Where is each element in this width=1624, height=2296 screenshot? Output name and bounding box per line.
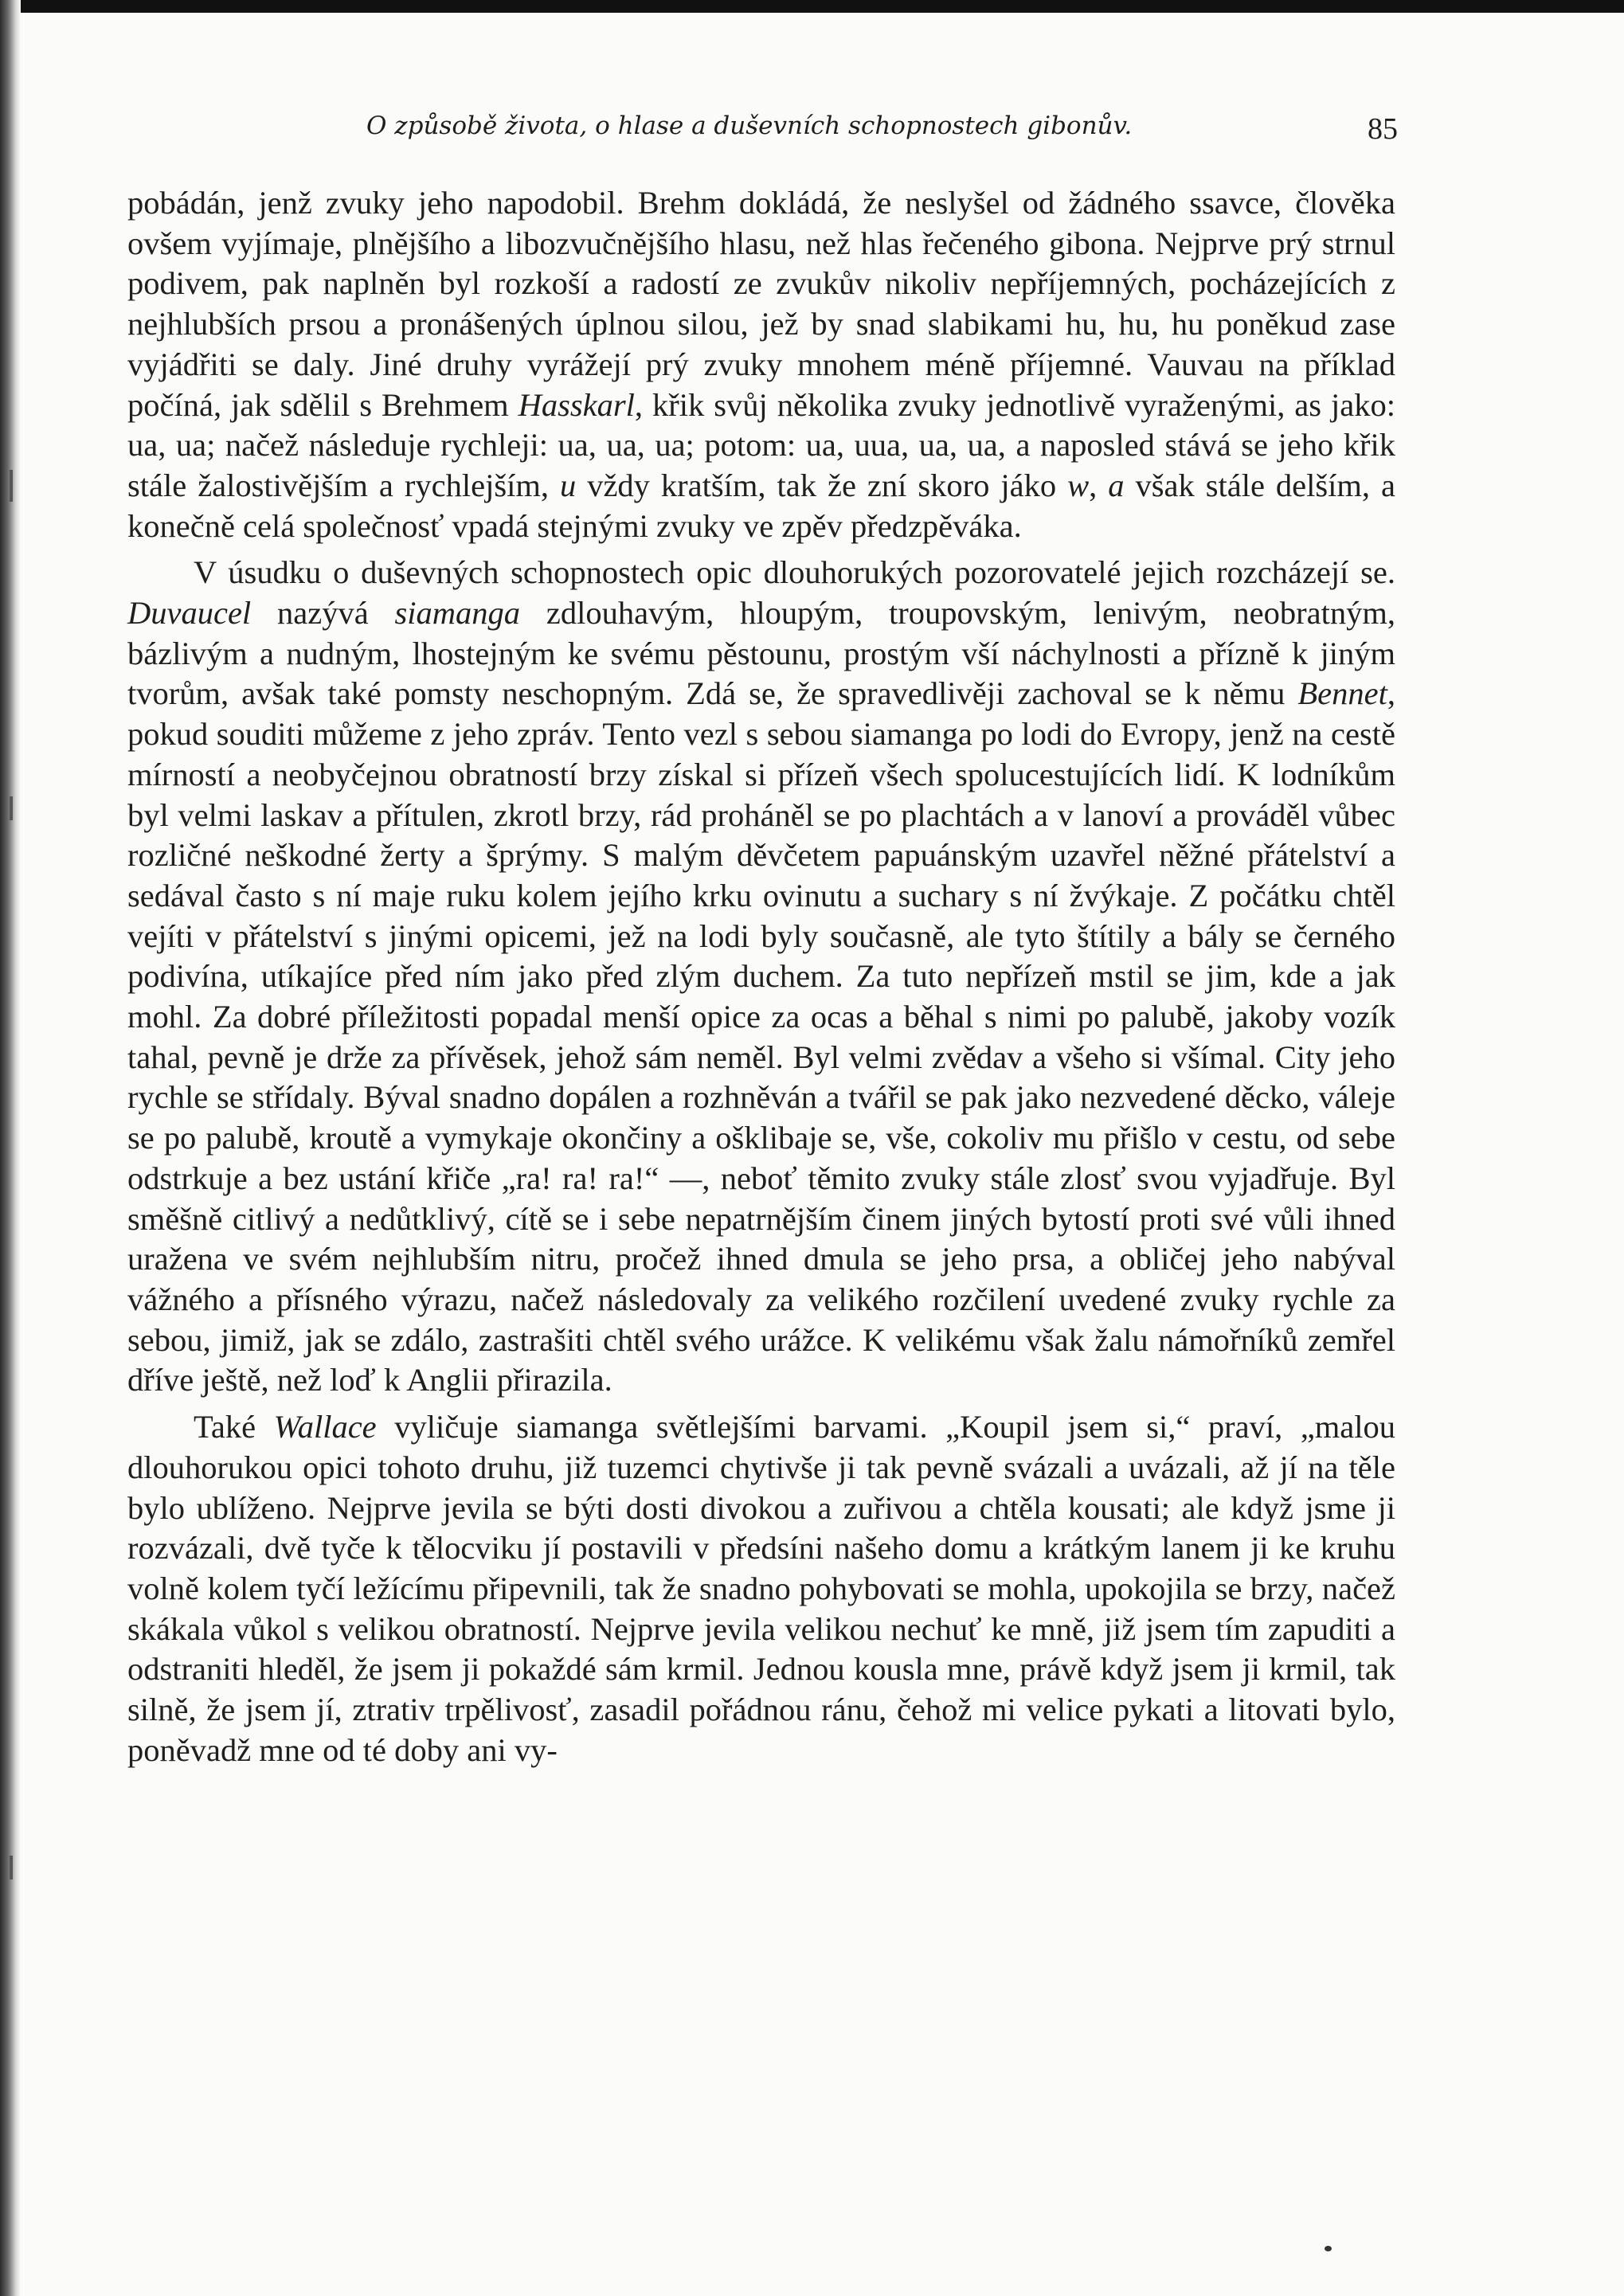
- text-run: V úsudku o duševných schopnostech opic dlouhorukých pozorovatelé jejich rozcházejí se.: [194, 554, 1395, 591]
- italic-term: a: [1108, 467, 1125, 503]
- text-run: zdlouhavým, hloupým, troupovským, lenivým, neobratným, bázlivým a nudným, lhostejným ke svému pěstounu, prostým vší náchylnosti a přízně k jiným tvorům, avšak také pomsty neschopným. Zdá se, že spravedlivěji zachoval se k němu: [127, 595, 1395, 712]
- text-run: však stále delším, a konečně celá společnosť vpadá stejnými zvuky ve zpěv předzpěváka.: [127, 467, 1395, 544]
- italic-term: Hasskarl: [518, 386, 635, 423]
- text-run: pobádán, jenž zvuky jeho napodobil. Brehm dokládá, že neslyšel od žádného ssavce, člověka ovšem vyjímaje, plnějšího a libozvučnějšího hlasu, než hlas řečeného gibona. Nejprve prý strnul podivem, pak naplněn byl rozkoší a radostí ze zvukův nikoliv nepříjemných, pocházejících z nejhlubších prsou a pronášených úplnou silou, jež by snad slabikami hu, hu, hu poněkud zase vyjádřiti se daly. Jiné druhy vyrážejí prý zvuky mnohem méně příjemné. Vauvau na příklad počíná, jak sdělil s Brehmem: [127, 185, 1395, 423]
- ink-speck: [1325, 2246, 1332, 2251]
- edge-mark: [10, 470, 13, 502]
- paragraph: [127, 553, 1395, 1401]
- page-header: [127, 111, 1398, 159]
- text-run: nazývá: [251, 595, 395, 632]
- italic-term: w: [1067, 467, 1090, 503]
- italic-term: siamanga: [394, 595, 521, 632]
- text-run: , pokud souditi můžeme z jeho zpráv. Tento vezl s sebou siamanga po lodi do Evropy, jenž na cestě mírností a neobyčejnou obratností brzy získal si přízeň všech spolucestujících lidí. K lodníkům byl velmi laskav a přítulen, zkrotl brzy, rád proháněl se po plachtách a v lanoví a prováděl vůbec rozličné neškodné žerty a šprýmy. S malým děvčetem papuánským uzavřel něžné přátelství a sedával často s ní maje ruku kolem jejího krku ovinutu a suchary s ní žvýkaje. Z počátku chtěl vejíti v přátelství s jinými opicemi, jež na lodi byly současně, ale tyto štítily a bály se černého podivína, utíkajíce před ním jako před zlým duchem. Za tuto nepřízeň mstil se jim, kde a jak mohl. Za dobré příležitosti popadal menší opice za ocas a běhal s nimi po palubě, jakoby vozík tahal, pevně je drže za přívěsek, jehož sám neměl. Byl velmi zvědav a všeho si všímal. City jeho rychle se střídaly. Býval snadno dopálen a rozhněván a tvářil se pak jako nezvedené děcko, váleje se po palubě, kroutě a vymykaje okončiny a ošklibaje se, vše, cokoliv mu přišlo v cestu, od sebe odstrkuje a bez ustání křiče „ra! ra! ra!“ —, neboť těmito zvuky stále zlosť svou vyjadřuje. Byl směšně citlivý a nedůtklivý, cítě se i sebe nepatrnějším činem jiných bytostí proti své vůli ihned uražena ve svém nejhlubším nitru, pročež ihned dmula se jeho prsa, a obličej jeho nabýval vážného a přísného výrazu, načež následovaly za velikého rozčilení uvedené zvuky rychle za sebou, jimiž, jak se zdálo, zastrašiti chtěl svého urážce. K velikému však žalu námořníků zemřel dříve ještě, než loď k Anglii přirazila.: [127, 675, 1395, 1398]
- italic-term: Duvaucel: [127, 595, 252, 632]
- page-number: 85: [1368, 112, 1398, 146]
- scan-top-border: [0, 0, 1624, 13]
- body-text: [127, 183, 1395, 1770]
- running-title: O způsobě života, o hlase a duševních schopnostech gibonův.: [366, 111, 1133, 140]
- edge-mark: [10, 1856, 13, 1879]
- italic-term: Bennet: [1297, 675, 1387, 712]
- paragraph: [127, 183, 1395, 546]
- paragraph: [127, 1407, 1395, 1770]
- text-run: , křik svůj několika zvuky jednotlivě vyraženými, as jako: ua, ua; načež následuje rychleji: ua, ua, ua; potom: ua, uua, ua, ua, a naposled stává se jeho křik stále žalostivějším a rychlejším,: [127, 386, 1396, 503]
- text-run: vyličuje siamanga světlejšími barvami. „Koupil jsem si,“ praví, „malou dlouhorukou opici tohoto druhu, již tuzemci chytivše ji tak pevně svázali a uvázali, až jí na těle bylo ublíženo. Nejprve jevila se býti dosti divokou a zuřivou a chtěla kousati; ale když jsme ji rozvázali, dvě tyče k tělocviku jí postavili v předsíni našeho domu a krátkým lanem ji ke kruhu volně kolem tyčí ležícímu připevnili, tak že snadno pohybovati se mohla, upokojila se brzy, načež skákala vůkol s velikou obratností. Nejprve jevila velikou nechuť ke mně, již jsem tím zapuditi a odstraniti hleděl, že jsem ji pokaždé sám krmil. Jednou kousla mne, právě když jsem ji krmil, tak silně, že jsem jí, ztrativ trpělivosť, zasadil pořádnou ránu, čehož mi velice pykati a litovati bylo, poněvadž mne od té doby ani vy-: [127, 1409, 1395, 1768]
- text-run: vždy kratším, tak že zní skoro jáko: [576, 467, 1068, 503]
- edge-mark: [10, 796, 13, 820]
- italic-term: u: [559, 467, 577, 503]
- italic-term: Wallace: [273, 1409, 377, 1445]
- text-run: ,: [1089, 467, 1109, 503]
- scan-left-edge: [0, 0, 21, 2296]
- text-run: Také: [194, 1409, 274, 1445]
